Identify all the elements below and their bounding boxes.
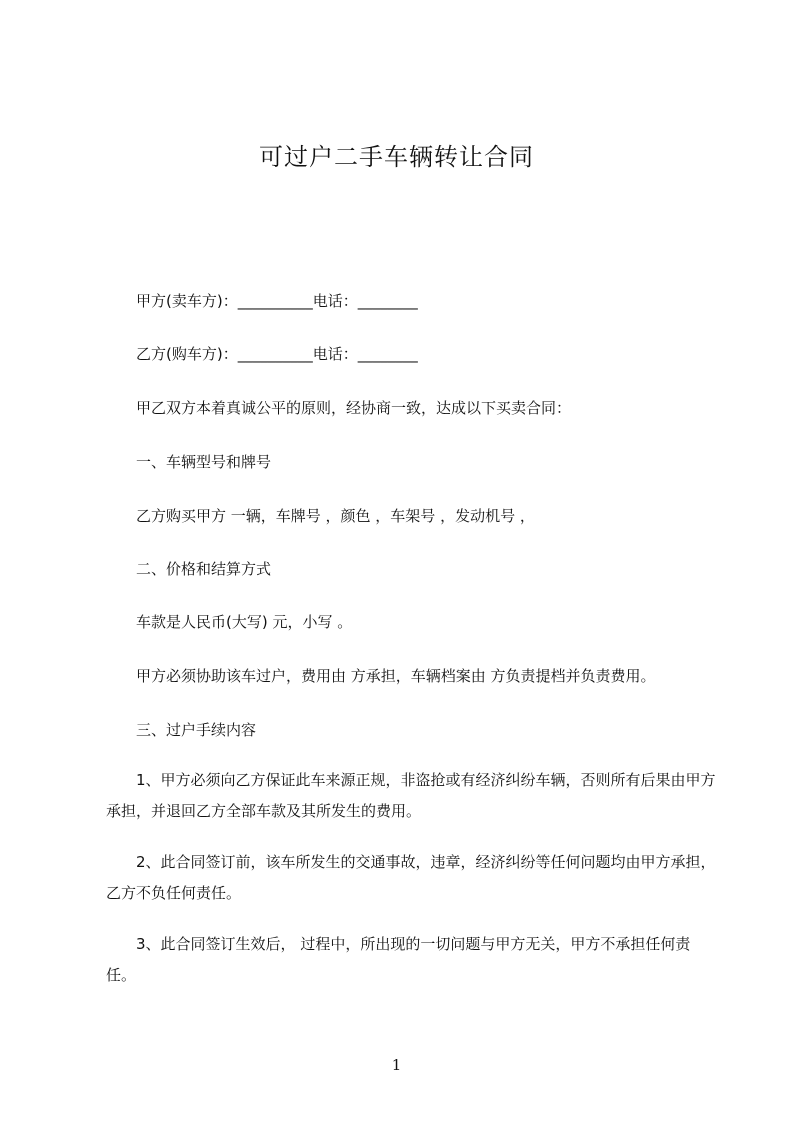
transfer-fee-line: 甲方必须协助该车过户，费用由 方承担，车辆档案由 方负责提档并负责费用。 xyxy=(136,667,656,685)
clause-1-paragraph: 1、甲方必须向乙方保证此车来源正规，非盗抢或有经济纠纷车辆，否则所有后果由甲方承担，并退回乙方全部车款及其所发生的费用。 xyxy=(106,771,716,820)
party-a-line: 甲方(卖车方)：__________电话：________ xyxy=(136,292,418,310)
price-line: 车款是人民币(大写) 元，小写 。 xyxy=(136,613,353,631)
intro-paragraph: 甲乙双方本着真诚公平的原则，经协商一致，达成以下买卖合同： xyxy=(136,399,572,417)
section-1-heading: 一、车辆型号和牌号 xyxy=(136,453,272,471)
section-2-heading: 二、价格和结算方式 xyxy=(136,560,272,578)
section-3-heading: 三、过户手续内容 xyxy=(136,721,257,739)
document-title: 可过户二手车辆转让合同 xyxy=(259,143,534,171)
clause-3-paragraph: 3、此合同签订生效后， 过程中，所出现的一切问题与甲方无关，甲方不承担任何责任。 xyxy=(106,935,691,984)
party-b-line: 乙方(购车方)：__________电话：________ xyxy=(136,345,418,363)
vehicle-details-line: 乙方购买甲方 一辆，车牌号 ，颜色 ，车架号 ，发动机号 ， xyxy=(136,507,535,525)
page-number: 1 xyxy=(391,1056,402,1074)
clause-2-paragraph: 2、此合同签订前，该车所发生的交通事故，违章，经济纠纷等任何问题均由甲方承担，乙方不负任何责任。 xyxy=(106,853,716,902)
